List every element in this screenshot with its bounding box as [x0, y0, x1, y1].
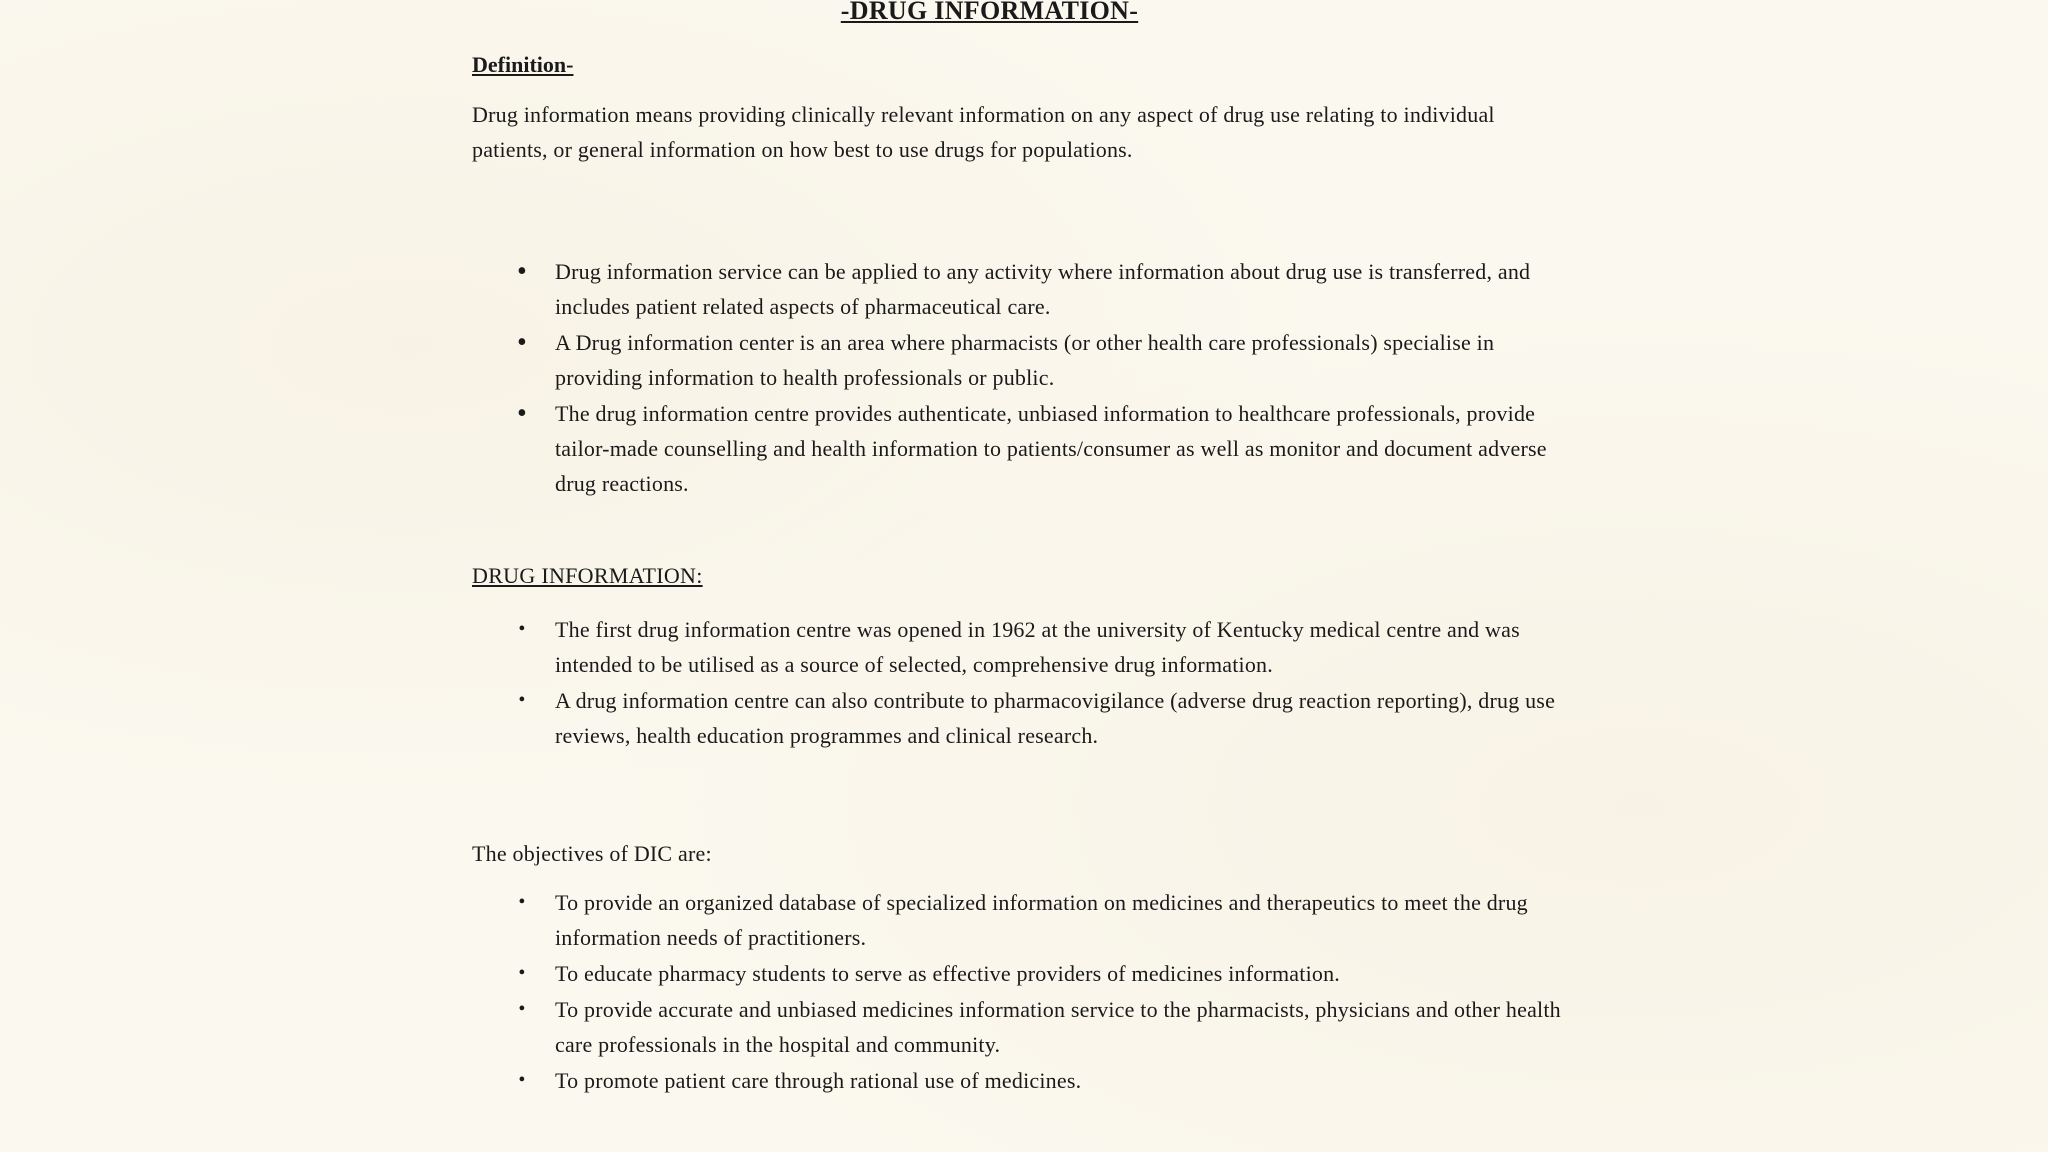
list-item-text: To promote patient care through rational use of medicines.	[555, 1068, 1082, 1093]
history-bullet-list	[472, 612, 1572, 754]
list-item-text: A Drug information center is an area where pharmacists (or other health care professionals) specialise in providing information to health professionals or public.	[555, 330, 1495, 390]
list-item	[472, 254, 1572, 324]
list-item-text: A drug information centre can also contribute to pharmacovigilance (adverse drug reaction reporting), drug use reviews, health education programmes and clinical research.	[555, 688, 1556, 748]
list-item-text: To provide accurate and unbiased medicines information service to the pharmacists, physicians and other health care professionals in the hospital and community.	[555, 997, 1561, 1057]
list-item-text: Drug information service can be applied to any activity where information about drug use is transferred, and includes patient related aspects of pharmaceutical care.	[555, 259, 1531, 319]
bullet-icon: •	[518, 891, 526, 913]
bullet-icon: •	[516, 327, 527, 358]
drug-information-heading: DRUG INFORMATION:	[472, 563, 703, 588]
bullet-icon: •	[518, 962, 526, 984]
definition-paragraph: Drug information means providing clinically relevant information on any aspect of drug use relating to individual patients, or general information on how best to use drugs for populations.	[472, 102, 1495, 162]
bullet-icon: •	[518, 1069, 526, 1091]
list-item	[472, 612, 1572, 682]
list-item-text: To educate pharmacy students to serve as effective providers of medicines information.	[555, 961, 1340, 986]
definition-heading: Definition-	[472, 52, 574, 77]
list-item	[472, 992, 1572, 1062]
list-item-text: The first drug information centre was opened in 1962 at the university of Kentucky medical centre and was intended to be utilised as a source of selected, comprehensive drug information.	[555, 617, 1520, 677]
list-item	[472, 325, 1572, 395]
list-item-text: The drug information centre provides authenticate, unbiased information to healthcare professionals, provide tailor-made counselling and health information to patients/consumer as well as monitor and document adverse drug reactions.	[555, 401, 1547, 496]
objectives-bullet-list	[472, 885, 1572, 1099]
bullet-icon: •	[518, 618, 526, 640]
bullet-icon: •	[516, 398, 527, 429]
bullet-icon: •	[516, 256, 527, 287]
list-item	[472, 1063, 1572, 1098]
bullet-icon: •	[518, 998, 526, 1020]
list-item	[472, 956, 1572, 991]
bullet-icon: •	[518, 689, 526, 711]
list-item	[472, 683, 1572, 753]
objectives-intro: The objectives of DIC are:	[472, 841, 712, 866]
list-item	[472, 396, 1572, 501]
list-item	[472, 885, 1572, 955]
list-item-text: To provide an organized database of specialized information on medicines and therapeutics to meet the drug information needs of practitioners.	[555, 890, 1528, 950]
document-title: -DRUG INFORMATION-	[840, 0, 1139, 25]
service-bullet-list	[472, 254, 1572, 502]
